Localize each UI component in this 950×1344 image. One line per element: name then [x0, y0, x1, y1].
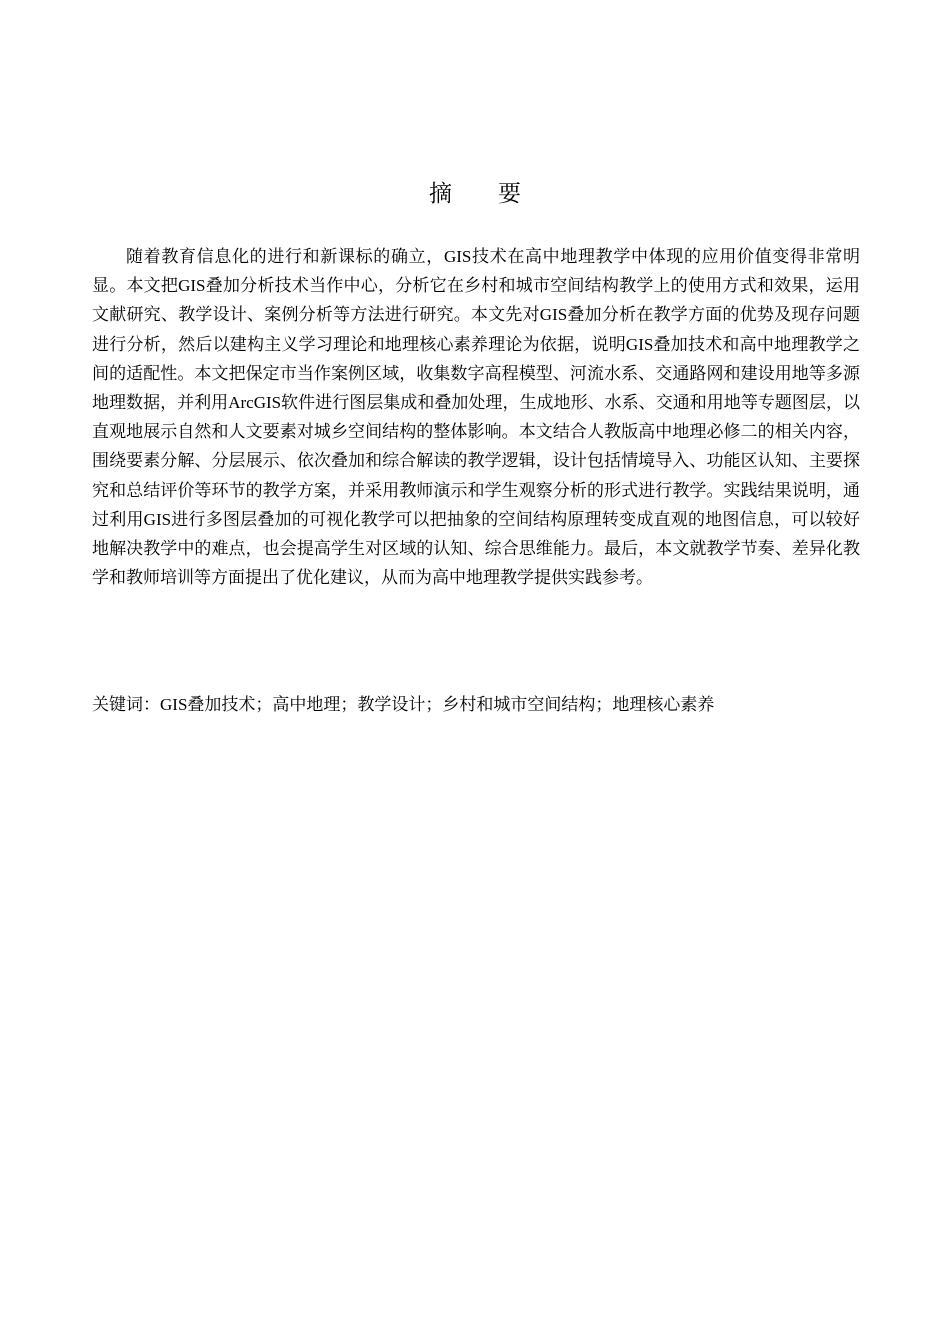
- keywords-label: 关键词：: [92, 695, 160, 715]
- keywords-line: [92, 690, 860, 720]
- keywords-text: GIS叠加技术；高中地理；教学设计；乡村和城市空间结构；地理核心素养: [160, 695, 715, 714]
- abstract-body: 随着教育信息化的进行和新课标的确立，GIS技术在高中地理教学中体现的应用价值变得非常明显。本文把GIS叠加分析技术当作中心，分析它在乡村和城市空间结构教学上的使用方式和效果，运用文献研究、教学设计、案例分析等方法进行研究。本文先对GIS叠加分析在教学方面的优势及现存问题进行分析，然后以建构主义学习理论和地理核心素养理论为依据，说明GIS叠加技术和高中地理教学之间的适配性。本文把保定市当作案例区域，收集数字高程模型、河流水系、交通路网和建设用地等多源地理数据，并利用ArcGIS软件进行图层集成和叠加处理，生成地形、水系、交通和用地等专题图层，以直观地展示自然和人文要素对城乡空间结构的整体影响。本文结合人教版高中地理必修二的相关内容，围绕要素分解、分层展示、依次叠加和综合解读的教学逻辑，设计包括情境导入、功能区认知、主要探究和总结评价等环节的教学方案，并采用教师演示和学生观察分析的形式进行教学。实践结果说明，通过利用GIS进行多图层叠加的可视化教学可以把抽象的空间结构原理转变成直观的地图信息，可以较好地解决教学中的难点，也会提高学生对区域的认知、综合思维能力。最后，本文就教学节奏、差异化教学和教师培训等方面提出了优化建议，从而为高中地理教学提供实践参考。: [92, 247, 860, 588]
- abstract-title: [0, 178, 950, 210]
- abstract-title-char-1: 摘: [429, 181, 452, 206]
- abstract-title-char-2: 要: [498, 181, 521, 206]
